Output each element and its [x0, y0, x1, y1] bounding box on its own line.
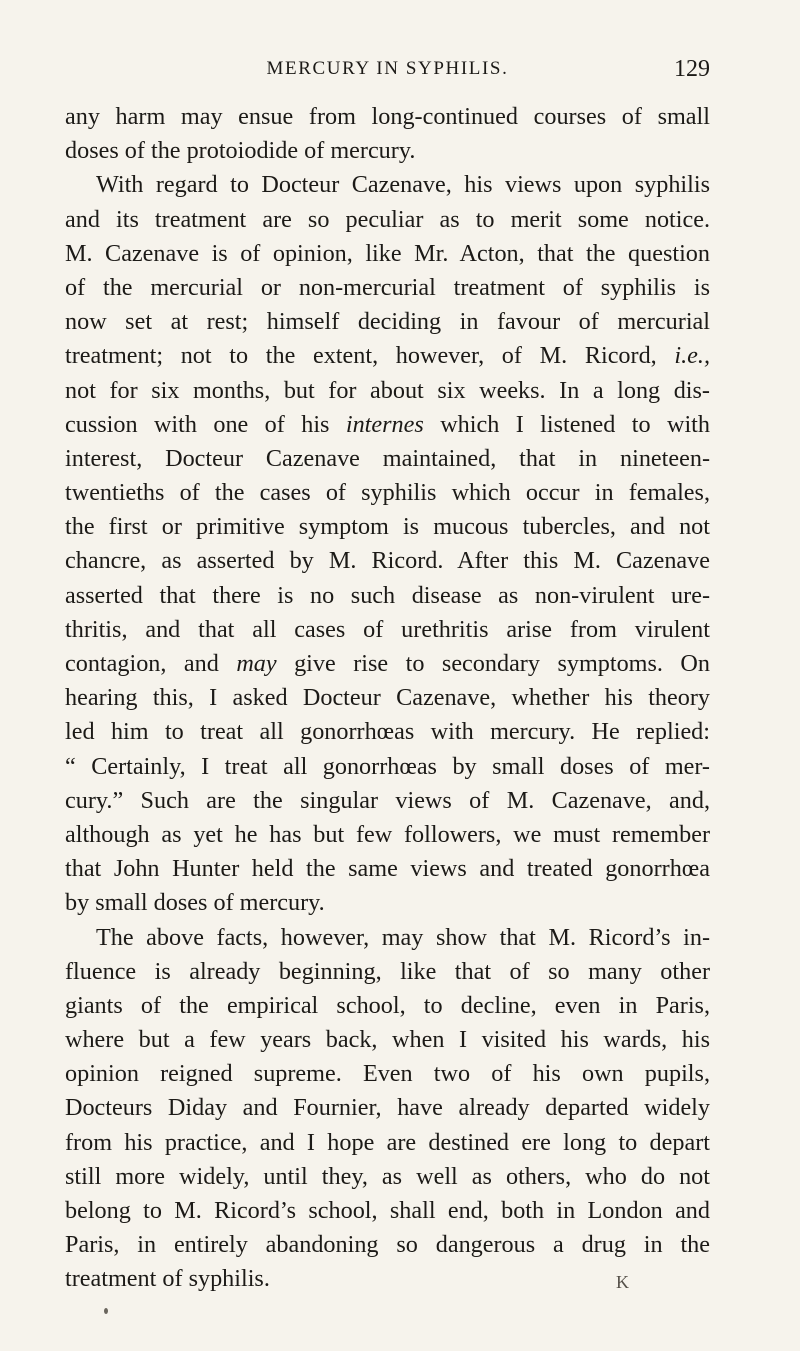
text-line: Docteurs Diday and Fournier, have already departed widely — [65, 1094, 710, 1122]
text-line: any harm may ensue from long-continued courses of small — [65, 103, 710, 130]
text-line: treatment; not to the extent, however, of M. Ricord, i.e., — [65, 342, 710, 370]
text-line: chancre, as asserted by M. Ricord. After this M. Cazenave — [65, 547, 710, 575]
text-line: opinion reigned supreme. Even two of his own pupils, — [65, 1060, 710, 1088]
text-line: giants of the empirical school, to decline, even in Paris, — [65, 991, 710, 1019]
text-line: “ Certainly, I treat all gonorrhœas by small doses of mer- — [65, 752, 710, 780]
text-line: fluence is already beginning, like that of so many other — [65, 957, 710, 985]
text-line: that John Hunter held the same views and treated gonorrhœa — [65, 855, 710, 883]
text-line: doses of the protoiodide of mercury. — [65, 137, 416, 165]
text-line: belong to M. Ricord’s school, shall end, both in London and — [65, 1197, 710, 1224]
text-line: contagion, and may give rise to secondary symptoms. On — [65, 650, 710, 677]
text-line: still more widely, until they, as well as others, who do not — [65, 1162, 710, 1190]
text-line: treatment of syphilis. — [65, 1265, 270, 1293]
running-title: MERCURY IN SYPHILIS. — [266, 58, 509, 79]
text-line: by small doses of mercury. — [65, 889, 325, 917]
text-line: twentieths of the cases of syphilis which occur in females, — [65, 479, 710, 507]
text-line: from his practice, and I hope are destined ere long to depart — [65, 1128, 710, 1156]
text-line: The above facts, however, may show that M. Ricord’s in- — [96, 923, 710, 951]
text-line: hearing this, I asked Docteur Cazenave, whether his theory — [65, 684, 710, 712]
text-line: not for six months, but for about six weeks. In a long dis- — [65, 376, 710, 404]
text-line: and its treatment are so peculiar as to merit some notice. — [65, 205, 710, 233]
page-number: 129 — [674, 56, 710, 82]
text-line: now set at rest; himself deciding in favour of mercurial — [65, 308, 710, 336]
text-line: the first or primitive symptom is mucous tubercles, and not — [65, 513, 710, 541]
text-line: cussion with one of his internes which I listened to with — [65, 410, 710, 438]
text-line: although as yet he has but few followers, we must remember — [65, 820, 710, 848]
ink-speck — [104, 1308, 108, 1314]
text-line: cury.” Such are the singular views of M. Cazenave, and, — [65, 786, 710, 814]
signature-mark: K — [616, 1272, 629, 1292]
text-line: M. Cazenave is of opinion, like Mr. Acton, that the question — [65, 239, 710, 267]
text-line: interest, Docteur Cazenave maintained, that in nineteen- — [65, 444, 710, 472]
running-head — [65, 58, 710, 88]
text-line: of the mercurial or non-mercurial treatment of syphilis is — [65, 273, 710, 301]
text-line: led him to treat all gonorrhœas with mercury. He replied: — [65, 718, 710, 746]
text-line: With regard to Docteur Cazenave, his views upon syphilis — [96, 171, 710, 199]
text-line: Paris, in entirely abandoning so dangerous a drug in the — [65, 1231, 710, 1259]
text-line: where but a few years back, when I visited his wards, his — [65, 1026, 710, 1054]
text-line: asserted that there is no such disease as non-virulent ure- — [65, 581, 710, 609]
text-line: thritis, and that all cases of urethritis arise from virulent — [65, 615, 710, 643]
body-text — [65, 100, 710, 1297]
